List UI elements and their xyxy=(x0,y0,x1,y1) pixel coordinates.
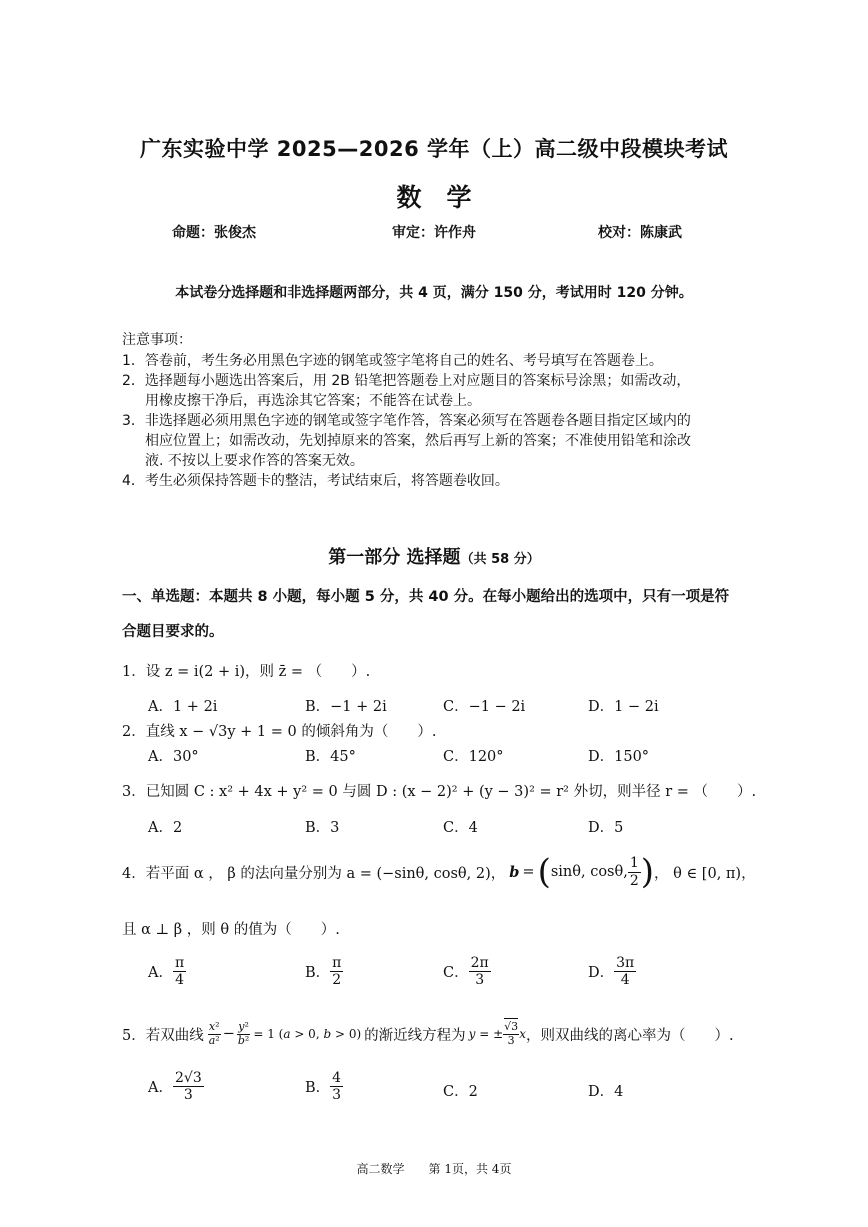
section-title xyxy=(0,543,868,569)
option-a: A．1 + 2i xyxy=(148,699,218,715)
option-b: B．−1 + 2i xyxy=(305,699,387,715)
option-c: C．4 xyxy=(443,820,478,836)
exam-title: 广东实验中学 2025—2026 学年（上）高二级中段模块考试 xyxy=(139,137,728,161)
question-4-line2: 且 α ⊥ β ，则 θ 的值为（ ）. xyxy=(122,922,340,938)
option-d: D．150° xyxy=(588,749,650,765)
notice-item: 液. 不按以上要求作答的答案无效。 xyxy=(145,453,364,469)
question-5: 5．若双曲线 x² a² − $\frac{\text{y²}}{\text{b²}}$ = 1 (a > 0, b > 0) 的渐近线方程为 y = ± $\frac{√3}{3}$ x ，则双曲线的离心率为（ ）. xyxy=(122,1020,734,1047)
section-score: （共 58 分） xyxy=(460,552,540,567)
option-b: B．3 xyxy=(305,820,340,836)
fraction: $\frac{1}{2}$ xyxy=(629,855,639,889)
option-a: A． $\frac{2√3}{3}$ xyxy=(148,1070,202,1104)
proofreader-label: 校对：陈康武 xyxy=(598,225,682,241)
option-b: B． $\frac{\pi}{2}$ xyxy=(305,955,342,989)
option-c: C． $\frac{2\pi}{3}$ xyxy=(443,955,489,989)
paren-left: ( xyxy=(537,852,551,892)
question-3: 3．已知圆 C : x² + 4x + y² = 0 与圆 D : (x − 2)² + (y − 3)² = r² 外切，则半径 r = （ ）. xyxy=(122,784,757,800)
option-a: A．2 xyxy=(148,820,183,836)
option-b: B．45° xyxy=(305,749,356,765)
theta-domain: ， θ ∈ [0, π)， xyxy=(654,865,756,882)
question-1: 1．设 z = i(2 + i)，则 z̄ = （ ）. xyxy=(122,664,371,680)
section-instruction: 一、单选题：本题共 8 小题，每小题 5 分，共 40 分。在每小题给出的选项中，只有一项是符 xyxy=(122,589,730,605)
option-d: D．4 xyxy=(588,1084,624,1100)
exam-intro: 本试卷分选择题和非选择题两部分，共 4 页，满分 150 分，考试用时 120 分钟。 xyxy=(175,285,693,301)
option-c: C．−1 − 2i xyxy=(443,699,526,715)
section-instruction: 合题目要求的。 xyxy=(122,624,224,640)
notice-item: 4．考生必须保持答题卡的整洁，考试结束后，将答题卷收回。 xyxy=(122,473,509,489)
notice-item: 3．非选择题必须用黑色字迹的钢笔或签字笔作答，答案必须写在答题卷各题目指定区域内的 xyxy=(122,413,691,429)
question-4-text: 4．若平面 α ， β 的法向量分别为 a = (−sinθ, cosθ, 2)， xyxy=(122,865,506,882)
notice-item: 2．选择题每小题选出答案后，用 2B 铅笔把答题卷上对应题目的答案标号涂黑；如需改动， xyxy=(122,373,691,389)
subject-title: 数 学 xyxy=(396,183,472,212)
author-label: 命题：张俊杰 xyxy=(172,225,256,241)
option-a: A． $\frac{\pi}{4}$ xyxy=(148,955,185,989)
option-c: C．120° xyxy=(443,749,504,765)
option-b: B． $\frac{4}{3}$ xyxy=(305,1070,342,1104)
option-d: D． $\frac{3\pi}{4}$ xyxy=(588,955,635,989)
notice-heading: 注意事项： xyxy=(122,332,192,348)
vector-b-label: b xyxy=(509,863,520,881)
reviewer-label: 审定：许作舟 xyxy=(392,225,476,241)
paren-right: ) xyxy=(640,852,655,892)
question-2: 2．直线 x − √3y + 1 = 0 的倾斜角为（ ）. xyxy=(122,724,437,740)
option-d: D．5 xyxy=(588,820,624,836)
notice-item: 1．答卷前，考生务必用黑色字迹的钢笔或签字笔将自己的姓名、考号填写在答题卷上。 xyxy=(122,353,663,369)
notice-item: 相应位置上；如需改动，先划掉原来的答案，然后再写上新的答案；不准使用铅笔和涂改 xyxy=(145,433,691,449)
vector-b-components: sinθ, cosθ, xyxy=(550,864,628,880)
option-c: C．2 xyxy=(443,1084,478,1100)
section-title-text: 第一部分 选择题 xyxy=(328,547,461,568)
page-footer: 高二数学 第 1页，共 4页 xyxy=(356,1162,512,1176)
question-4: 4．若平面 α ， β 的法向量分别为 a = (−sinθ, cosθ, 2)， b = ( sinθ, cosθ, $\frac{1}{2}$ ) ， θ ∈ [0, π)， xyxy=(122,852,756,892)
option-d: D．1 − 2i xyxy=(588,699,659,715)
notice-item: 用橡皮擦干净后，再选涂其它答案；不能答在试卷上。 xyxy=(145,393,481,409)
option-a: A．30° xyxy=(148,749,199,765)
